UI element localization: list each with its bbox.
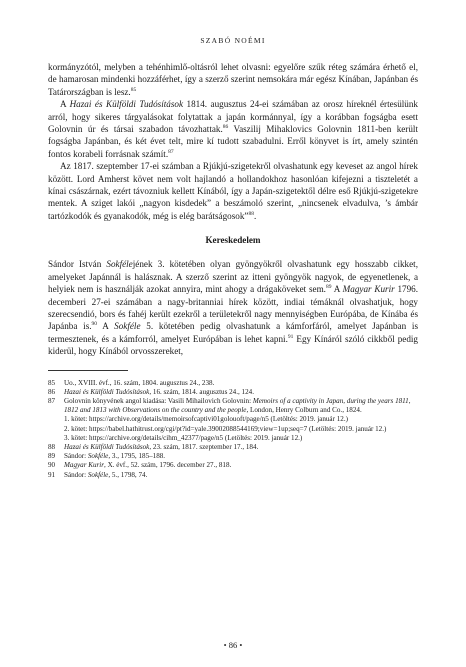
footnote-86 [48,388,418,397]
footnote-87 [48,397,418,415]
section-heading: Kereskedelem [205,235,261,246]
footnote-ref-89[interactable]: 89 [325,284,332,291]
footnote-text: , 5., 1798, 74. [108,470,148,479]
footnote-ref-85[interactable]: 85 [130,86,137,93]
footnote-90 [48,461,418,470]
folio-ornament: • [223,640,229,650]
footnote-text: Sándor: [64,470,88,479]
paragraph-text: A [97,321,115,332]
paragraph-text: . [253,210,257,221]
footnote-87-volume-3-link[interactable]: 3. kötet: https://archive.org/details/cihm_42377/page/n5 (Letöltés: 2019. január 12.) [64,433,303,442]
paragraph-2 [48,98,418,160]
footnote-title: Hazai és Külföldi Tudósítások [64,442,150,451]
footnote-number: 88 [48,442,56,451]
footnote-number: 91 [48,470,56,479]
page-number [0,640,466,650]
footnote-text: , London, Henry Colburn and Co., 1824. [246,406,362,415]
footnote-text: Uo., XVIII. évf., 16. szám, 1804. augusztus 24., 238. [64,378,215,387]
footnote-title: Magyar Kurir [64,461,105,470]
footnote-ref-88[interactable]: 88 [248,210,254,217]
footnote-number: 89 [48,452,56,461]
periodical-title: Magyar Kurir [342,284,395,295]
periodical-title: Sokféle [106,259,133,270]
footnote-number: 85 [48,378,56,387]
paragraph-text: kormányzótól, melyben a tehénhimlő-oltásról lehet olvasni: egyelőre szűk réteg számára érhető el, de hamarosan mindenki hozzáférhet, így a szerző szerint nemsokára már egész Kínában, Japánban és Tatárországban is lesz. [48,62,418,97]
footnote-ref-91[interactable]: 91 [287,333,294,340]
paragraph-text: jének 3. kötetében olyan gyöngyökről olvashatunk egy hosszabb cikket, amelyeket Japánnál is halásznak. A szerző szerint az itteni gyöngyök nagyok, de egyenetlenek, a helyiek nem is használják azokat annyira, mint ahogy a drágaköveket sem. [48,259,418,295]
footnote-87-volume-1-link[interactable]: 1. kötet: https://archive.org/details/memoirsofcaptivi01golouoft/page/n5 (Letöltés: 2019. január 12.) [64,415,348,424]
paragraph-4 [48,258,418,357]
footnote-number: 90 [48,461,56,470]
footnote-87-volume-2-link[interactable]: 2. kötet: https://babel.hathitrust.org/cgi/pt?id=yale.39002088544169;view=1up;seq=7 (Letöltés: 2019. január 12.) [64,424,387,433]
running-head: SZABÓ NOÉMI [200,36,266,45]
periodical-title: Hazai és Külföldi Tudósítások [69,99,184,110]
footnote-text: , 3., 1795, 185–188. [108,452,166,461]
footnote-88 [48,443,418,452]
footnote-text: , X. évf., 52. szám, 1796. december 27., 818. [104,461,232,470]
folio-ornament: • [237,640,243,650]
paragraph-text: 1814. augusztus 24-ei számában az orosz híreknél értesülünk arról, hogy sikeres tárgyalásokat folytattak a japán kormánnyal, így a korábban fogságba esett Golovnin úr és társai szabadon távozhattak. [48,99,418,135]
footnote-ref-90[interactable]: 90 [91,321,98,328]
paragraph-1 [48,61,418,98]
footnote-text: , 23. szám, 1817. szeptember 17., 184. [149,442,259,451]
periodical-title: Sokféle [114,321,141,332]
paragraph-3 [48,160,418,222]
footnote-text: Golovnin könyvének angol kiadása: Vasili Mihailovich Golovnin: [64,396,253,405]
paragraph-text: A [60,99,70,110]
page-number-value: 86 [228,640,238,650]
paragraph-text: Sándor István [48,259,107,270]
footnote-text: Sándor: [64,452,88,461]
footnote-title: Sokféle [87,470,109,479]
paragraph-text: Egy Kínáról szóló cikkből pedig kiderül, hogy Kínából orvosszereket, [48,333,418,357]
paragraph-text: A [331,284,343,295]
paragraph-text: Vaszilij Mihaklovics Golovnin 1811-ben került fogságba Japánban, és két évet telt, mire kí tudott szabadulni. Erről könyvet is írt, amely szintén fontos korabeli forrásnak számít. [48,124,418,159]
footnote-ref-86[interactable]: 86 [222,123,229,130]
paragraph-text: 1796. decemberi 27-ei számában a nagy-britanniai hírek között, indiai témáknál olvashatjuk, hogy szerecsendió, bors és fahéj került ezekről a területekről nagy mennyiségben Európába, de Kínába és Japánba is. [48,284,419,332]
footnote-title: Hazai és Külföldi Tudósítások [64,387,150,396]
footnote-number: 86 [48,387,56,396]
footnote-title: Memoirs of a captivity in Japan, during the years 1811, 1812 and 1813 with Observations on the country and the people [64,396,411,415]
footnote-89 [48,452,418,461]
footnote-85 [48,379,418,388]
footnote-title: Sokféle [87,452,109,461]
footnote-ref-87[interactable]: 87 [168,148,174,155]
footnote-91 [48,471,418,480]
paragraph-text: Az 1817. szeptember 17-ei számban a Rjúkjú-szigetekről olvashatunk egy keveset az angol hírek között. Lord Amherst követ nem volt hajlandó a hollandokhoz hasonlóan kifejezni a tiszteletét a kínai császárnak, ezért távozniuk kellett Kínából, így a Japán-szigetektől délre eső Rjúkjú-szigetekre mentek. A sziget lakói „nagyon kisdedek” a beszámoló szerint, „nincsenek elvadulva, ’s ámbár tartózkodók és gyanakodók, még is elég barátságosok” [48,161,418,221]
paragraph-text: 5. kötetében pedig olvashatunk a kámforfáról, amelyet Japánban is termesztenek, és a kámforról, amelyet Európában is lehet kapni. [48,321,418,344]
footnote-divider [48,370,128,371]
footnote-text: , 16. szám, 1814. augusztus 24., 124. [149,387,254,396]
footnote-number: 87 [48,396,56,405]
